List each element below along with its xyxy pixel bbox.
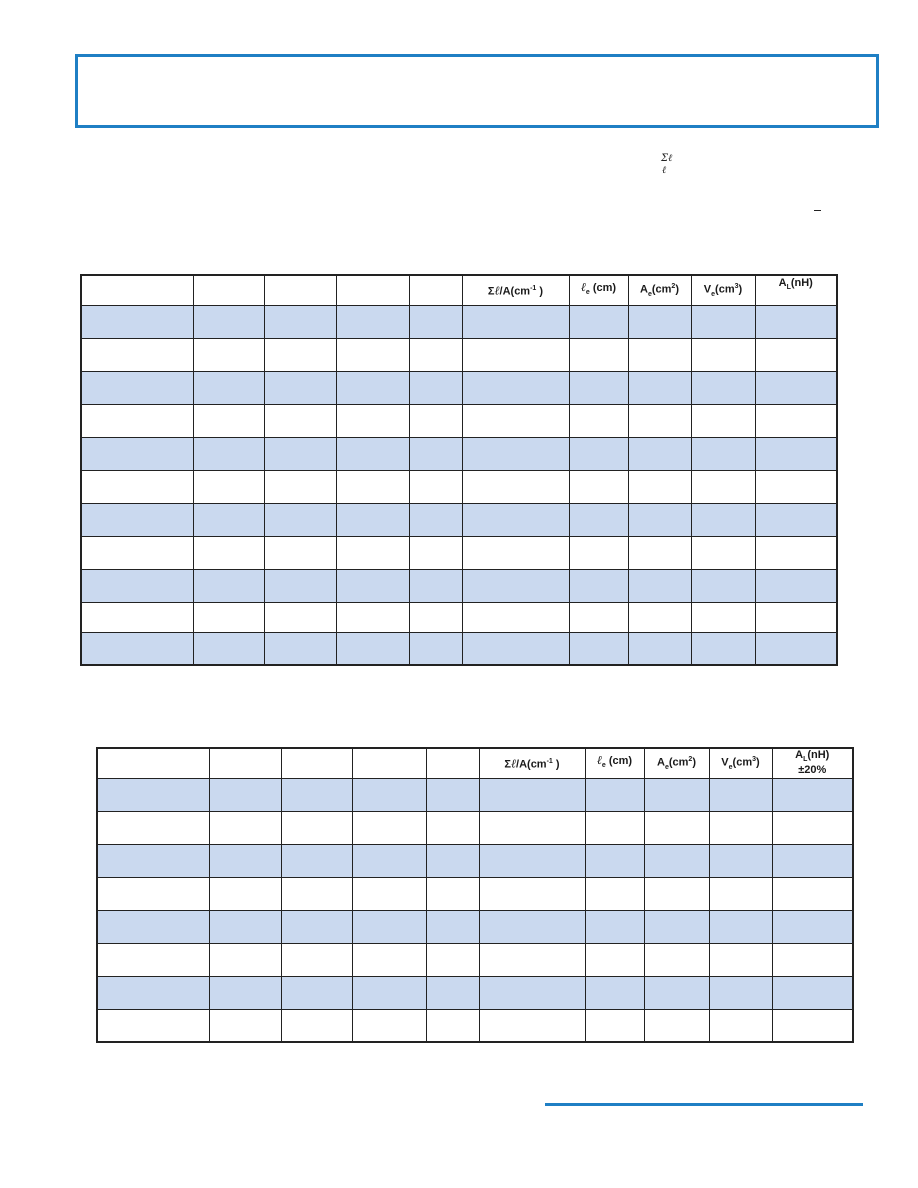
table-cell [81,371,193,404]
table-cell [409,536,462,569]
table-cell [569,338,628,371]
table-cell [209,910,281,943]
table-cell [628,632,691,665]
table-cell [691,338,755,371]
table-cell [81,470,193,503]
table-cell [644,976,709,1009]
table-cell [755,632,837,665]
table-cell [264,305,336,338]
table-cell [772,811,853,844]
table-cell [691,404,755,437]
table-cell [409,305,462,338]
table-cell [644,778,709,811]
table-cell [81,404,193,437]
table-cell [264,404,336,437]
table-cell [628,602,691,632]
table-cell [709,877,772,910]
table-cell [585,976,644,1009]
table-cell [755,437,837,470]
table-cell [336,404,409,437]
table-cell [772,877,853,910]
table-cell [772,910,853,943]
table-row [97,910,853,943]
table-cell [81,602,193,632]
table-cell [569,602,628,632]
table-cell [97,778,209,811]
table-cell [691,536,755,569]
table-cell [409,503,462,536]
table-cell [569,470,628,503]
table-cell [81,503,193,536]
table-cell [644,844,709,877]
table-cell [281,943,352,976]
table-cell [585,943,644,976]
table-cell [569,371,628,404]
table-cell [336,632,409,665]
table-cell [264,632,336,665]
table-cell [193,305,264,338]
header-al: $A_L(nH)$ [755,275,837,305]
header-cell [209,748,281,778]
table-cell [569,404,628,437]
table-cell [264,569,336,602]
table-row [81,632,837,665]
table-cell [585,844,644,877]
table-cell [628,404,691,437]
table-cell [569,536,628,569]
header-ve: $V_e(cm^3)$ [691,275,755,305]
table-cell [569,569,628,602]
table-cell [81,437,193,470]
table-cell [264,503,336,536]
header-al-tolerance: $A_L(nH)$ ±20% [772,748,853,778]
table-row [81,536,837,569]
table-cell [644,811,709,844]
table-cell [409,437,462,470]
table-cell [81,536,193,569]
table-cell [336,503,409,536]
table-cell [691,569,755,602]
table-header-row [97,748,853,778]
table-cell [755,602,837,632]
formula-bar [814,210,821,211]
table-cell [755,569,837,602]
table-row [81,305,837,338]
table-cell [772,976,853,1009]
table-cell [409,632,462,665]
table-cell [479,910,585,943]
table-cell [426,811,479,844]
table-cell [709,1009,772,1042]
table-cell [209,811,281,844]
table-row [81,437,837,470]
table-cell [209,943,281,976]
table-cell [426,976,479,1009]
table-cell [193,470,264,503]
table-cell [264,371,336,404]
table-cell [352,811,426,844]
table-cell [193,632,264,665]
table-cell [281,910,352,943]
table-cell [585,1009,644,1042]
header-ae: $A_e(cm^2)$ [628,275,691,305]
table-cell [772,1009,853,1042]
table-cell [644,910,709,943]
core-spec-table-1 [80,274,838,666]
table-cell [193,371,264,404]
table-cell [772,778,853,811]
header-cell [409,275,462,305]
table-cell [479,1009,585,1042]
table-cell [479,877,585,910]
table-cell [264,602,336,632]
table-cell [709,844,772,877]
header-ae: $A_e(cm^2)$ [644,748,709,778]
table-cell [462,338,569,371]
table-row [97,778,853,811]
table-cell [81,305,193,338]
header-cell [281,748,352,778]
table-cell [426,778,479,811]
table-cell [97,910,209,943]
table-cell [336,470,409,503]
header-cell [426,748,479,778]
table-cell [352,844,426,877]
table-cell [193,404,264,437]
table-cell [209,1009,281,1042]
table-cell [336,602,409,632]
table-cell [628,569,691,602]
table-cell [628,470,691,503]
table-cell [336,338,409,371]
table-row [97,1009,853,1042]
table-cell [628,536,691,569]
table-cell [479,844,585,877]
table-cell [569,305,628,338]
title-box [75,54,879,128]
table-row [81,338,837,371]
table-cell [755,371,837,404]
table-cell [585,877,644,910]
table-cell [97,1009,209,1042]
table-cell [426,1009,479,1042]
table-cell [97,877,209,910]
header-cell [97,748,209,778]
table-cell [281,811,352,844]
table-cell [409,569,462,602]
table-cell [644,877,709,910]
table-row [81,371,837,404]
table-cell [479,778,585,811]
table-cell [281,778,352,811]
table-cell [462,536,569,569]
header-cell [336,275,409,305]
table-cell [709,943,772,976]
table-cell [352,778,426,811]
header-ve: $V_e(cm^3)$ [709,748,772,778]
header-sum-l-over-a: $\Sigma\ell/A(cm^{-1}$ ) [479,748,585,778]
table-cell [193,569,264,602]
table-cell [193,437,264,470]
table-cell [462,632,569,665]
table-cell [755,338,837,371]
table-cell [281,877,352,910]
table-cell [709,976,772,1009]
table-cell [691,632,755,665]
table-cell [409,404,462,437]
table-cell [81,338,193,371]
table-cell [691,371,755,404]
table-cell [81,632,193,665]
table-cell [709,910,772,943]
header-sum-l-over-a: $\Sigma\ell/A(cm^{-1}$ ) [462,275,569,305]
table-cell [209,778,281,811]
table-cell [97,811,209,844]
table-cell [426,943,479,976]
table-cell [772,844,853,877]
table-cell [97,844,209,877]
header-cell [193,275,264,305]
table-cell [336,437,409,470]
table-cell [336,569,409,602]
table-cell [352,976,426,1009]
table-cell [97,976,209,1009]
table-cell [479,976,585,1009]
table-cell [628,338,691,371]
table-cell [709,778,772,811]
table-cell [628,371,691,404]
table-cell [426,877,479,910]
table-cell [628,305,691,338]
table-cell [691,437,755,470]
table-cell [264,338,336,371]
table-cell [193,503,264,536]
table-cell [264,536,336,569]
footer-rule [545,1103,863,1106]
table-cell [569,503,628,536]
table-cell [209,844,281,877]
table-cell [755,470,837,503]
table-cell [352,910,426,943]
table-cell [462,602,569,632]
header-cell [81,275,193,305]
table-cell [193,602,264,632]
table-cell [644,1009,709,1042]
table-cell [755,305,837,338]
table-cell [462,569,569,602]
header-le: ℓ$_e$ (cm) [585,748,644,778]
table-cell [264,437,336,470]
table-cell [755,404,837,437]
table-row [97,877,853,910]
table-cell [409,338,462,371]
header-cell [352,748,426,778]
table-cell [409,371,462,404]
header-le: ℓ$_e$ (cm) [569,275,628,305]
table-cell [569,437,628,470]
table-cell [691,305,755,338]
table-cell [585,778,644,811]
table-cell [264,470,336,503]
table-cell [426,844,479,877]
table-cell [755,503,837,536]
table-row [97,811,853,844]
table-cell [336,536,409,569]
table-cell [409,602,462,632]
table-cell [462,404,569,437]
table-cell [462,371,569,404]
table-cell [462,305,569,338]
table-cell [462,503,569,536]
table-row [81,503,837,536]
table-cell [336,305,409,338]
table-cell [352,877,426,910]
header-cell [264,275,336,305]
table-row [97,844,853,877]
core-spec-table-2 [96,747,854,1043]
table-cell [691,602,755,632]
table-row [81,602,837,632]
table-cell [755,536,837,569]
table-cell [479,811,585,844]
table-cell [569,632,628,665]
table-row [81,470,837,503]
table-row [97,943,853,976]
table-cell [479,943,585,976]
table-cell [462,470,569,503]
table-cell [281,844,352,877]
table-cell [193,536,264,569]
table-cell [772,943,853,976]
formula-sum-ell: Σℓ [661,153,673,164]
table-cell [585,910,644,943]
table-cell [691,470,755,503]
table-cell [628,503,691,536]
table-cell [209,877,281,910]
table-cell [209,976,281,1009]
table-cell [352,943,426,976]
table-cell [281,1009,352,1042]
table-cell [644,943,709,976]
table-row [97,976,853,1009]
table-cell [97,943,209,976]
table-cell [426,910,479,943]
table-cell [352,1009,426,1042]
table-cell [691,503,755,536]
table-cell [628,437,691,470]
table-cell [709,811,772,844]
table-cell [462,437,569,470]
table-cell [585,811,644,844]
table-cell [281,976,352,1009]
table-row [81,569,837,602]
table-cell [193,338,264,371]
table-header-row [81,275,837,305]
table-cell [81,569,193,602]
formula-ell: ℓ [662,165,667,176]
al-tolerance: ±20% [798,764,827,777]
table-cell [336,371,409,404]
table-cell [409,470,462,503]
table-row [81,404,837,437]
